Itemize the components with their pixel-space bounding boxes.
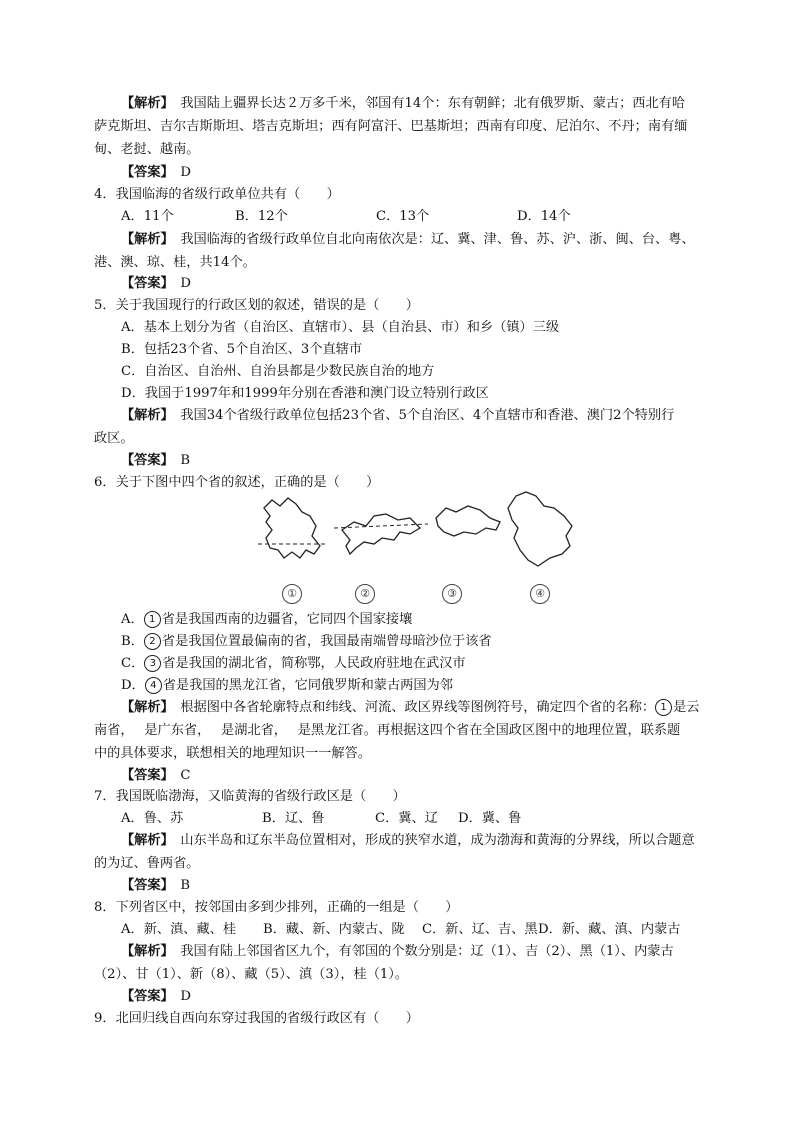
- province-outline-4: [508, 492, 572, 566]
- analysis-text: 山东半岛和辽东半岛位置相对，形成的狭窄水道，成为渤海和黄海的分界线，所以合题意: [180, 833, 695, 848]
- answer-tag: 【答案】: [121, 276, 168, 291]
- answer-value: C: [180, 768, 191, 783]
- q3-answer: [121, 162, 191, 183]
- circled-number: 4: [145, 677, 162, 694]
- q7-analysis-line-2: 的为辽、鲁两省。: [94, 856, 200, 871]
- figure-label-4: ④: [530, 584, 550, 604]
- option-text: 省是我国位置最偏南的省，我国最南端曾母暗沙位于该省: [161, 634, 492, 649]
- analysis-text: 我国有陆上邻国省区九个，有邻国的个数分别是：辽（1）、吉（2）、黑（1）、内蒙古: [180, 944, 674, 959]
- q4-option-b: B．12个: [235, 209, 288, 224]
- q6-option-a: [121, 609, 412, 630]
- q5-stem: 5．关于我国现行的行政区划的叙述，错误的是（ ）: [94, 298, 419, 313]
- q4-option-c: C．13个: [376, 209, 430, 224]
- q8-option-d: D．新、藏、滇、内蒙古: [538, 922, 681, 937]
- q3-analysis-line-1: [121, 93, 685, 114]
- q7-option-b: B．辽、鲁: [262, 811, 325, 826]
- q4-analysis-line-1: [121, 229, 695, 250]
- q6-analysis-line-1: [121, 697, 699, 718]
- q8-answer: [121, 986, 191, 1007]
- figure-label-2: ②: [355, 584, 375, 604]
- q3-analysis-line-2: 萨克斯坦、吉尔吉斯斯坦、塔吉克斯坦；西有阿富汗、巴基斯坦；西南有印度、尼泊尔、不丹；南有缅: [94, 119, 688, 134]
- q3-analysis-line-3: 甸、老挝、越南。: [94, 142, 200, 157]
- q8-option-c: C．新、辽、吉、黑: [422, 922, 538, 937]
- q6-analysis-line-2: 南省， 是广东省， 是湖北省， 是黑龙江省。再根据这四个省在全国政区图中的地理位置，联系题: [94, 723, 681, 738]
- analysis-tag: 【解析】: [121, 96, 168, 111]
- answer-value: D: [180, 276, 191, 291]
- q6-option-c: [121, 653, 466, 674]
- q6-stem: 6．关于下图中四个省的叙述，正确的是（ ）: [94, 475, 380, 490]
- q8-option-a: A．新、滇、藏、桂: [121, 922, 237, 937]
- q8-analysis-line-1: [121, 941, 674, 962]
- q5-option-a: A．基本上划分为省（自治区、直辖市）、县（自治县、市）和乡（镇）三级: [121, 320, 560, 335]
- province-outline-figure: [250, 488, 580, 606]
- q8-analysis-line-2: （2）、甘（1）、新（8）、藏（5）、滇（3），桂（1）。: [94, 967, 409, 982]
- analysis-tag: 【解析】: [121, 232, 168, 247]
- q5-option-d: D．我国于1997年和1999年分别在香港和澳门设立特别行政区: [121, 386, 489, 401]
- q7-option-d: D．冀、鲁: [458, 811, 522, 826]
- q5-option-c: C．自治区、自治州、自治县都是少数民族自治的地方: [121, 364, 435, 379]
- answer-tag: 【答案】: [121, 768, 168, 783]
- figure-label-1: ①: [282, 584, 302, 604]
- province-outline-3: [436, 506, 500, 536]
- q6-option-b: [121, 631, 492, 652]
- analysis-text: 我国陆上疆界长达２万多千米，邻国有14个：东有朝鲜；北有俄罗斯、蒙古；西北有哈: [180, 96, 686, 111]
- option-text: 省是我国西南的边疆省，它同四个国家接壤: [161, 612, 413, 627]
- q7-analysis-line-1: [121, 830, 695, 851]
- q6-analysis-line-3: 中的具体要求，联想相关的地理知识一一解答。: [94, 746, 371, 761]
- analysis-text: 根据图中各省轮廓特点和纬线、河流、政区界线等图例符号，确定四个省的名称：: [180, 700, 656, 715]
- q9-stem: 9．北回归线自西向东穿过我国的省级行政区有（ ）: [94, 1011, 419, 1026]
- answer-value: D: [180, 989, 191, 1004]
- q6-option-d: [121, 675, 453, 696]
- analysis-tag: 【解析】: [121, 408, 168, 423]
- circled-number: 1: [144, 611, 161, 628]
- province-outline-2: [342, 514, 420, 554]
- q7-answer: [121, 875, 190, 896]
- q7-option-c: C．冀、辽: [375, 811, 438, 826]
- province-outlines: [250, 488, 580, 584]
- circled-number: 2: [144, 633, 161, 650]
- q8-stem: 8．下列省区中，按邻国由多到少排列，正确的一组是（ ）: [94, 900, 459, 915]
- analysis-tag: 【解析】: [121, 944, 168, 959]
- province-outline-1: [264, 498, 320, 558]
- analysis-tag: 【解析】: [121, 700, 168, 715]
- q4-stem: 4．我国临海的省级行政单位共有（ ）: [94, 187, 340, 202]
- circled-number: 1: [655, 699, 672, 716]
- q4-option-d: D．14个: [517, 209, 571, 224]
- q5-answer: [121, 450, 190, 471]
- option-prefix: B．: [121, 634, 144, 649]
- analysis-tag: 【解析】: [121, 833, 168, 848]
- q4-option-a: A．11个: [121, 209, 174, 224]
- answer-tag: 【答案】: [121, 165, 168, 180]
- analysis-text: 我国34个省级行政单位包括23个省、5个自治区、4个直辖市和香港、澳门2个特别行: [180, 408, 675, 423]
- answer-value: B: [180, 453, 191, 468]
- circled-number: 3: [144, 655, 161, 672]
- option-prefix: D．: [121, 678, 145, 693]
- option-prefix: A．: [121, 612, 144, 627]
- q7-stem: 7．我国既临渤海，又临黄海的省级行政区是（ ）: [94, 789, 406, 804]
- option-prefix: C．: [121, 656, 145, 671]
- answer-tag: 【答案】: [121, 989, 168, 1004]
- q6-answer: [121, 765, 190, 786]
- q4-answer: [121, 273, 191, 294]
- q8-option-b: B．藏、新、内蒙古、陇: [263, 922, 405, 937]
- option-text: 省是我国的黑龙江省，它同俄罗斯和蒙古两国为邻: [162, 678, 453, 693]
- answer-value: B: [180, 878, 191, 893]
- q7-option-a: A．鲁、苏: [121, 811, 184, 826]
- option-text: 省是我国的湖北省，简称鄂，人民政府驻地在武汉市: [162, 656, 466, 671]
- answer-value: D: [180, 165, 191, 180]
- q4-analysis-line-2: 港、澳、琼、桂，共14个。: [94, 255, 256, 270]
- q5-analysis-line-2: 政区。: [94, 431, 134, 446]
- q5-option-b: B．包括23个省、5个自治区、3个直辖市: [121, 342, 363, 357]
- analysis-text-tail: 是云: [673, 700, 700, 715]
- figure-label-3: ③: [442, 584, 462, 604]
- analysis-text: 我国临海的省级行政单位自北向南依次是：辽、冀、津、鲁、苏、沪、浙、闽、台、粤、: [180, 232, 695, 247]
- answer-tag: 【答案】: [121, 878, 168, 893]
- answer-tag: 【答案】: [121, 453, 168, 468]
- q5-analysis-line-1: [121, 405, 674, 426]
